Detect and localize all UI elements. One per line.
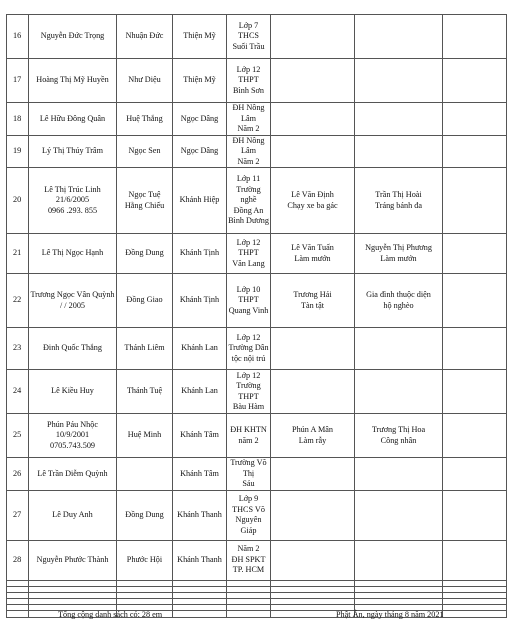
student-name: Lê Duy Anh (29, 490, 117, 540)
parish-name: Phước Hội (117, 540, 173, 580)
empty-cell (443, 540, 507, 580)
table-row (7, 458, 507, 491)
row-number: 22 (7, 274, 29, 328)
mother-info: Trương Thị Hoa Công nhân (355, 414, 443, 458)
school-grade: Trường Võ Thị Sáu (227, 458, 271, 491)
father-info (271, 135, 355, 168)
school-grade: ĐH Nông Lâm Năm 2 (227, 135, 271, 168)
row-number: 19 (7, 135, 29, 168)
school-grade: Lớp 9 THCS Võ Nguyên Giáp (227, 490, 271, 540)
student-list-table (6, 14, 507, 618)
mother-info: Gia đình thuộc diện hộ nghèo (355, 274, 443, 328)
total-count-text: Tổng cộng danh sách có: 28 em (58, 610, 163, 619)
table-row (7, 274, 507, 328)
empty-cell (443, 328, 507, 370)
father-info (271, 540, 355, 580)
table-row (7, 59, 507, 103)
father-info (271, 370, 355, 414)
student-name: Lê Hữu Đông Quân (29, 103, 117, 136)
student-name: Lê Trần Diễm Quỳnh (29, 458, 117, 491)
father-info (271, 15, 355, 59)
school-grade: Năm 2 ĐH SPKT TP. HCM (227, 540, 271, 580)
father-info (271, 490, 355, 540)
sub-parish-name: Khánh Lan (173, 328, 227, 370)
student-name: Nguyễn Đức Trọng (29, 15, 117, 59)
student-name: Lê Kiều Huy (29, 370, 117, 414)
student-name: Lê Thị Ngọc Hạnh (29, 234, 117, 274)
school-grade: Lớp 12 THPT Bình Sơn (227, 59, 271, 103)
row-number: 17 (7, 59, 29, 103)
empty-cell (443, 490, 507, 540)
empty-cell (443, 103, 507, 136)
sub-parish-name: Ngọc Dâng (173, 103, 227, 136)
empty-cell (443, 414, 507, 458)
table-row (7, 328, 507, 370)
school-grade: Lớp 10 THPT Quang Vinh (227, 274, 271, 328)
sub-parish-name: Khánh Hiệp (173, 168, 227, 234)
empty-cell (443, 15, 507, 59)
sub-parish-name: Khánh Tịnh (173, 274, 227, 328)
student-name: Lý Thị Thúy Trâm (29, 135, 117, 168)
row-number: 24 (7, 370, 29, 414)
mother-info: Nguyễn Thị Phương Làm mướn (355, 234, 443, 274)
row-number: 20 (7, 168, 29, 234)
father-info (271, 103, 355, 136)
row-number: 21 (7, 234, 29, 274)
father-info: Lê Văn Định Chạy xe ba gác (271, 168, 355, 234)
mother-info (355, 103, 443, 136)
table-row (7, 370, 507, 414)
father-info: Phún A Mân Làm rẫy (271, 414, 355, 458)
father-info: Lê Văn Tuấn Làm mướn (271, 234, 355, 274)
mother-info (355, 458, 443, 491)
father-info: Trương Hải Tàn tật (271, 274, 355, 328)
row-number: 18 (7, 103, 29, 136)
school-grade: ĐH KHTN năm 2 (227, 414, 271, 458)
parish-name: Ngọc Sen (117, 135, 173, 168)
parish-name: Nhuận Đức (117, 15, 173, 59)
father-info (271, 458, 355, 491)
sub-parish-name: Khánh Tịnh (173, 234, 227, 274)
school-grade: Lớp 12 Trường THPT Bàu Hàm (227, 370, 271, 414)
school-grade: Lớp 12 Trường Dân tộc nội trú (227, 328, 271, 370)
empty-cell (443, 458, 507, 491)
mother-info (355, 15, 443, 59)
sub-parish-name: Khánh Thanh (173, 540, 227, 580)
mother-info: Trần Thị Hoài Tráng bánh đa (355, 168, 443, 234)
sub-parish-name: Khánh Lan (173, 370, 227, 414)
table-row (7, 414, 507, 458)
parish-name (117, 458, 173, 491)
school-grade: Lớp 11 Trường nghề Đồng An Bình Dương (227, 168, 271, 234)
student-name: Đinh Quốc Thắng (29, 328, 117, 370)
empty-cell (443, 135, 507, 168)
mother-info (355, 540, 443, 580)
sub-parish-name: Thiện Mỹ (173, 15, 227, 59)
row-number: 27 (7, 490, 29, 540)
school-grade: ĐH Nông Lâm Năm 2 (227, 103, 271, 136)
mother-info (355, 135, 443, 168)
parish-name: Như Diệu (117, 59, 173, 103)
parish-name: Đồng Giao (117, 274, 173, 328)
father-info (271, 328, 355, 370)
mother-info (355, 59, 443, 103)
student-name: Phún Páu Nhộc 10/9/2001 0705.743.509 (29, 414, 117, 458)
mother-info (355, 328, 443, 370)
sub-parish-name: Thiện Mỹ (173, 59, 227, 103)
school-grade: Lớp 12 THPT Văn Lang (227, 234, 271, 274)
sub-parish-name: Khánh Thanh (173, 490, 227, 540)
row-number: 26 (7, 458, 29, 491)
empty-cell (443, 370, 507, 414)
parish-name: Huệ Minh (117, 414, 173, 458)
parish-name: Đồng Dung (117, 490, 173, 540)
row-number: 25 (7, 414, 29, 458)
mother-info (355, 370, 443, 414)
parish-name: Ngọc Tuệ Hằng Chiếu (117, 168, 173, 234)
row-number: 16 (7, 15, 29, 59)
parish-name: Đồng Dung (117, 234, 173, 274)
row-number: 28 (7, 540, 29, 580)
footer (0, 610, 512, 624)
empty-cell (443, 59, 507, 103)
parish-name: Thánh Liêm (117, 328, 173, 370)
empty-cell (443, 234, 507, 274)
table-row (7, 168, 507, 234)
father-info (271, 59, 355, 103)
row-number: 23 (7, 328, 29, 370)
table-row (7, 490, 507, 540)
mother-info (355, 490, 443, 540)
empty-cell (443, 274, 507, 328)
table-row (7, 135, 507, 168)
parish-name: Thánh Tuệ (117, 370, 173, 414)
parish-name: Huệ Thắng (117, 103, 173, 136)
sub-parish-name: Ngọc Dâng (173, 135, 227, 168)
table-row (7, 234, 507, 274)
table-row (7, 540, 507, 580)
student-name: Hoàng Thị Mỹ Huyền (29, 59, 117, 103)
empty-cell (443, 168, 507, 234)
student-name: Trương Ngọc Vân Quỳnh / / 2005 (29, 274, 117, 328)
sub-parish-name: Khánh Tâm (173, 414, 227, 458)
school-grade: Lớp 7 THCS Suối Trầu (227, 15, 271, 59)
table-row (7, 103, 507, 136)
table-row (7, 15, 507, 59)
place-date-text: Phật Ân, ngày tháng 8 năm 2021 (336, 610, 444, 619)
sub-parish-name: Khánh Tâm (173, 458, 227, 491)
student-name: Lê Thị Trúc Linh 21/6/2005 0966 .293. 855 (29, 168, 117, 234)
student-name: Nguyễn Phước Thành (29, 540, 117, 580)
